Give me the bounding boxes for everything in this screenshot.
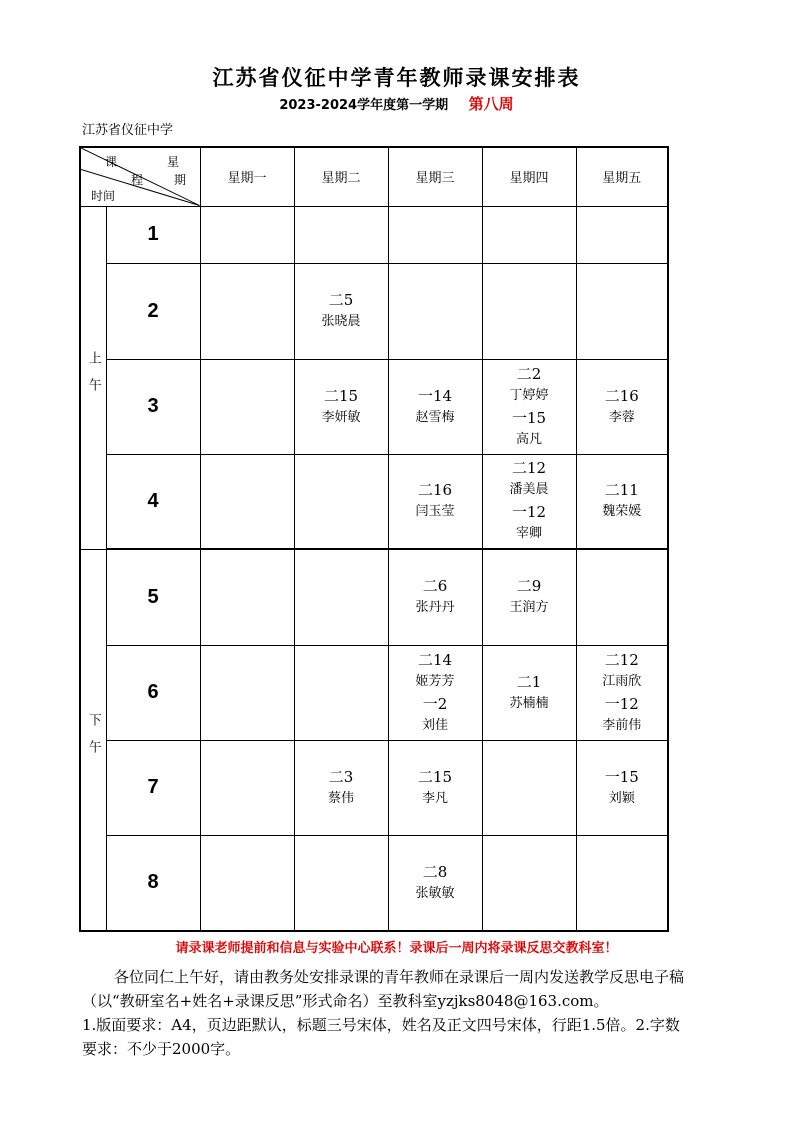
period-number: 1 <box>106 206 200 263</box>
diag-label-time: 时间 <box>91 189 116 203</box>
day-header: 星期二 <box>294 147 388 206</box>
page-title: 江苏省仪征中学青年教师录课安排表 <box>212 65 581 90</box>
class-code: 二2 <box>516 364 542 383</box>
schedule-cell <box>482 549 576 645</box>
class-code: 二12 <box>604 650 639 669</box>
lesson-entry <box>389 693 482 737</box>
lesson-entry <box>577 385 668 429</box>
lesson-entry <box>483 407 576 451</box>
morning-label: 上午 <box>80 206 106 549</box>
day-header: 星期四 <box>482 147 576 206</box>
schedule-cell <box>482 835 576 931</box>
header-row <box>80 147 668 206</box>
schedule-cell <box>388 454 482 549</box>
period-row <box>80 645 668 740</box>
schedule-cell <box>294 645 388 740</box>
schedule-cell <box>576 263 668 359</box>
diag-label-qi: 期 <box>174 173 187 187</box>
class-code: 一15 <box>511 408 547 427</box>
period-number: 7 <box>106 740 200 835</box>
diag-label-ke: 课 <box>105 155 118 169</box>
teacher-name: 宰卿 <box>515 526 542 542</box>
schedule-cell <box>388 740 482 835</box>
lesson-entry <box>483 671 576 715</box>
schedule-cell <box>388 206 482 263</box>
subtitle <box>0 93 793 114</box>
teacher-name: 闫玉莹 <box>415 504 455 520</box>
period-number: 2 <box>106 263 200 359</box>
class-code: 一12 <box>604 694 639 713</box>
period-number: 3 <box>106 359 200 454</box>
lesson-entry <box>295 289 388 333</box>
period-number: 8 <box>106 835 200 931</box>
schedule-cell <box>200 359 294 454</box>
schedule-cell <box>576 454 668 549</box>
lesson-entry <box>483 363 576 407</box>
schedule-cell <box>576 206 668 263</box>
diag-label-cheng: 程 <box>131 173 144 187</box>
schedule-cell <box>294 740 388 835</box>
diagonal-header-cell <box>80 147 200 206</box>
teacher-name: 蔡伟 <box>327 790 354 806</box>
schedule-cell <box>482 263 576 359</box>
teacher-name: 苏楠楠 <box>509 695 549 711</box>
lesson-entry <box>577 766 668 810</box>
teacher-name: 张敏敏 <box>415 885 455 901</box>
lesson-entry <box>577 693 668 737</box>
period-number: 4 <box>106 454 200 549</box>
class-code: 二5 <box>328 291 354 309</box>
schedule-cell <box>200 645 294 740</box>
afternoon-label: 下午 <box>80 549 106 931</box>
term-label: 2023-2024学年度第一学期 <box>279 98 449 113</box>
lesson-entry <box>483 501 576 545</box>
class-code: 二6 <box>422 577 448 596</box>
schedule-cell <box>482 206 576 263</box>
lesson-entry <box>389 649 482 693</box>
period-row <box>80 549 668 645</box>
schedule-cell <box>388 549 482 645</box>
schedule-cell <box>200 454 294 549</box>
class-code: 一12 <box>511 503 547 522</box>
instructions <box>82 965 692 1061</box>
school-name: 江苏省仪征中学 <box>82 123 174 138</box>
class-code: 二15 <box>417 767 453 786</box>
schedule-cell <box>576 359 668 454</box>
schedule-table <box>79 146 669 932</box>
lesson-entry <box>389 479 482 523</box>
period-row <box>80 835 668 931</box>
period-row <box>80 206 668 263</box>
class-code: 二1 <box>516 672 542 691</box>
schedule-cell <box>482 359 576 454</box>
lesson-entry <box>295 766 388 810</box>
schedule-cell <box>294 206 388 263</box>
teacher-name: 刘佳 <box>421 717 448 733</box>
teacher-name: 刘颖 <box>608 790 635 806</box>
instruction-paragraph: 各位同仁上午好，请由教务处安排录课的青年教师在录课后一周内发送教学反思电子稿（以“教研室名+姓名+录课反思”形式命名）至教科室yzjks8048@163.com。 <box>82 968 685 1010</box>
teacher-name: 王润方 <box>509 600 549 616</box>
class-code: 二14 <box>417 650 453 669</box>
schedule-cell <box>482 645 576 740</box>
teacher-name: 张丹丹 <box>415 600 455 616</box>
schedule-cell <box>200 263 294 359</box>
schedule-cell <box>200 549 294 645</box>
teacher-name: 李凡 <box>421 790 448 806</box>
schedule-cell <box>576 835 668 931</box>
diag-label-xing: 星 <box>167 155 180 169</box>
teacher-name: 高凡 <box>515 431 542 447</box>
schedule-cell <box>388 263 482 359</box>
lesson-entry <box>389 385 482 429</box>
class-code: 一2 <box>422 694 448 713</box>
schedule-cell <box>294 454 388 549</box>
period-row <box>80 263 668 359</box>
period-row <box>80 359 668 454</box>
period-row <box>80 740 668 835</box>
teacher-name: 江雨欣 <box>602 673 642 689</box>
schedule-cell <box>200 740 294 835</box>
schedule-cell <box>482 454 576 549</box>
lesson-entry <box>389 861 482 905</box>
teacher-name: 丁婷婷 <box>509 387 549 403</box>
class-code: 二3 <box>328 767 354 786</box>
schedule-cell <box>294 835 388 931</box>
teacher-name: 李前伟 <box>602 717 642 733</box>
schedule-cell <box>294 359 388 454</box>
schedule-cell <box>576 645 668 740</box>
lesson-entry <box>389 575 482 619</box>
schedule-cell <box>388 645 482 740</box>
lesson-entry <box>483 575 576 619</box>
period-row <box>80 454 668 549</box>
schedule-cell <box>482 740 576 835</box>
schedule-cell <box>200 206 294 263</box>
lesson-entry <box>389 766 482 810</box>
schedule-cell <box>388 835 482 931</box>
notice-banner: 请录课老师提前和信息与实验中心联系！录课后一周内将录课反思交教科室！ <box>175 941 618 956</box>
class-code: 二9 <box>516 577 542 596</box>
period-number: 6 <box>106 645 200 740</box>
format-requirements: 1.版面要求：A4，页边距默认，标题三号宋体，姓名及正文四号宋体，行距1.5倍。2.字数要求：不少于2000字。 <box>82 1016 680 1058</box>
schedule-cell <box>576 740 668 835</box>
class-code: 二15 <box>323 386 359 405</box>
lesson-entry <box>577 479 668 523</box>
teacher-name: 潘美晨 <box>509 482 549 498</box>
week-label: 第八周 <box>468 95 514 113</box>
lesson-entry <box>483 457 576 501</box>
schedule-cell <box>294 549 388 645</box>
class-code: 二16 <box>604 386 639 405</box>
schedule-cell <box>388 359 482 454</box>
class-code: 二12 <box>511 459 547 478</box>
period-number: 5 <box>106 549 200 645</box>
class-code: 二11 <box>604 481 639 500</box>
teacher-name: 姬芳芳 <box>415 673 455 689</box>
day-header: 星期一 <box>200 147 294 206</box>
lesson-entry <box>577 649 668 693</box>
class-code: 一14 <box>417 386 453 405</box>
teacher-name: 张晓晨 <box>321 314 361 329</box>
class-code: 二8 <box>422 862 448 881</box>
day-header: 星期三 <box>388 147 482 206</box>
lesson-entry <box>295 385 388 429</box>
class-code: 一15 <box>604 767 639 786</box>
teacher-name: 李蓉 <box>608 409 635 425</box>
schedule-cell <box>200 835 294 931</box>
schedule-cell <box>576 549 668 645</box>
schedule-cell <box>294 263 388 359</box>
teacher-name: 魏荣媛 <box>602 504 642 520</box>
teacher-name: 赵雪梅 <box>415 409 455 425</box>
day-header: 星期五 <box>576 147 668 206</box>
class-code: 二16 <box>417 481 453 500</box>
teacher-name: 李妍敏 <box>321 409 361 425</box>
